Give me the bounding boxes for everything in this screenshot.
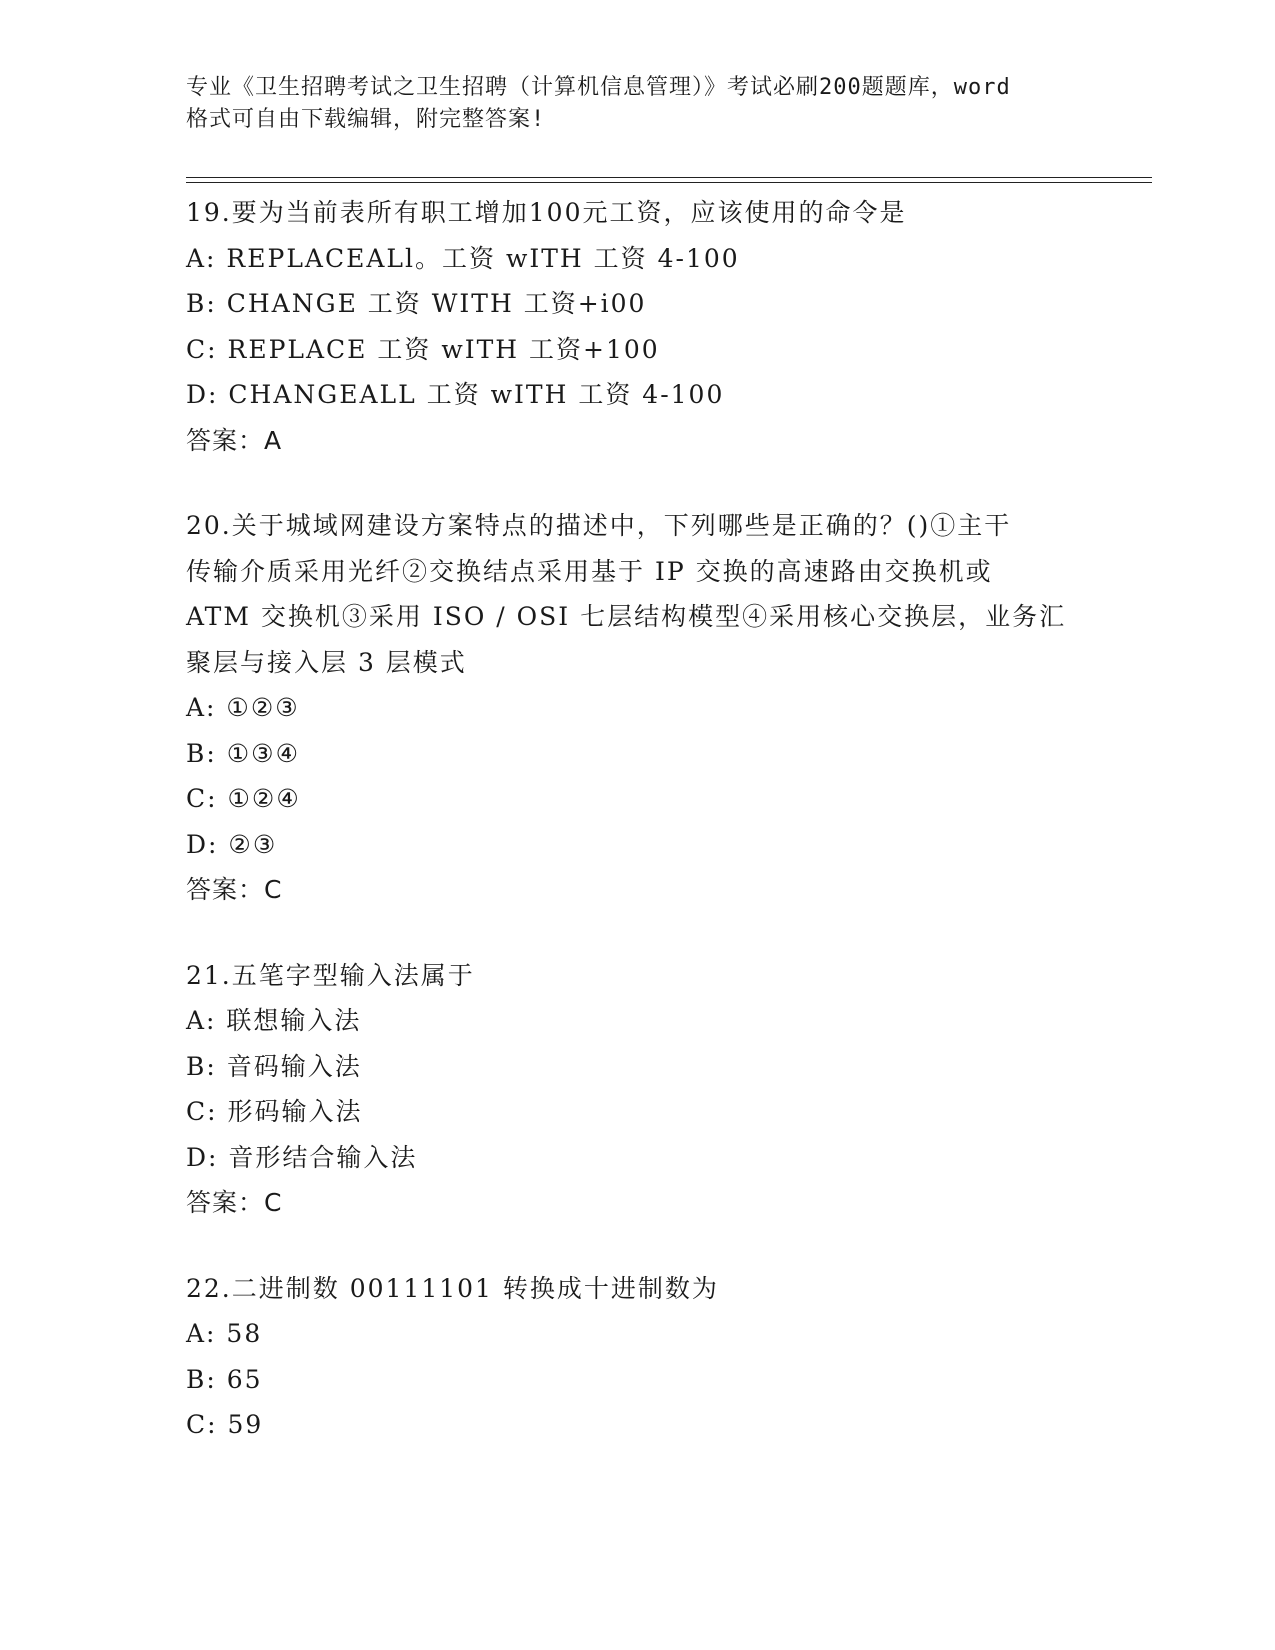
answer-option: D: 音形结合输入法 [186, 1142, 418, 1172]
question-block [186, 1266, 1086, 1448]
question-text-line: 聚层与接入层 3 层模式 [186, 647, 467, 677]
header-divider-top [186, 177, 1152, 178]
answer-option: C: ①②④ [186, 784, 301, 813]
answer-option: C: REPLACE 工资 wITH 工资+100 [186, 334, 660, 364]
header-line-1: 专业《卫生招聘考试之卫生招聘（计算机信息管理）》考试必刷200题题库，word [186, 75, 1011, 100]
question-text-line: 19.要为当前表所有职工增加100元工资，应该使用的命令是 [186, 198, 907, 227]
header-line-2: 格式可自由下载编辑，附完整答案! [186, 107, 546, 132]
answer-option: B: 65 [186, 1364, 263, 1394]
answer-option: D: ②③ [186, 829, 278, 859]
question-list [186, 190, 1086, 1488]
correct-answer: 答案：A [186, 425, 283, 455]
question-block [186, 503, 1086, 913]
question-text-line: 传输介质采用光纤②交换结点采用基于 IP 交换的高速路由交换机或 [186, 556, 993, 586]
answer-option: A: 58 [186, 1319, 263, 1348]
question-block [186, 190, 1086, 463]
correct-answer: 答案：C [186, 875, 283, 904]
answer-option: A: REPLACEALl。工资 wITH 工资 4-100 [186, 243, 740, 273]
question-text-line: 20.关于城域网建设方案特点的描述中，下列哪些是正确的？()①主干 [186, 511, 1012, 540]
answer-option: C: 形码输入法 [186, 1097, 363, 1126]
answer-option: D: CHANGEALL 工资 wITH 工资 4-100 [186, 380, 725, 409]
answer-option: B: 音码输入法 [186, 1051, 362, 1081]
document-header [186, 72, 1086, 136]
answer-option: A: ①②③ [186, 693, 300, 722]
answer-option: B: ①③④ [186, 738, 300, 768]
answer-option: A: 联想输入法 [186, 1006, 362, 1035]
question-text-line: 22.二进制数 00111101 转换成十进制数为 [186, 1273, 719, 1303]
header-divider-bottom [186, 182, 1152, 183]
question-block [186, 953, 1086, 1226]
question-text-line: 21.五笔字型输入法属于 [186, 960, 475, 990]
question-text-line: ATM 交换机③采用 ISO / OSI 七层结构模型④采用核心交换层，业务汇 [186, 602, 1067, 631]
answer-option: C: 59 [186, 1410, 264, 1439]
correct-answer: 答案：C [186, 1188, 283, 1217]
answer-option: B: CHANGE 工资 WITH 工资+i00 [186, 289, 647, 318]
